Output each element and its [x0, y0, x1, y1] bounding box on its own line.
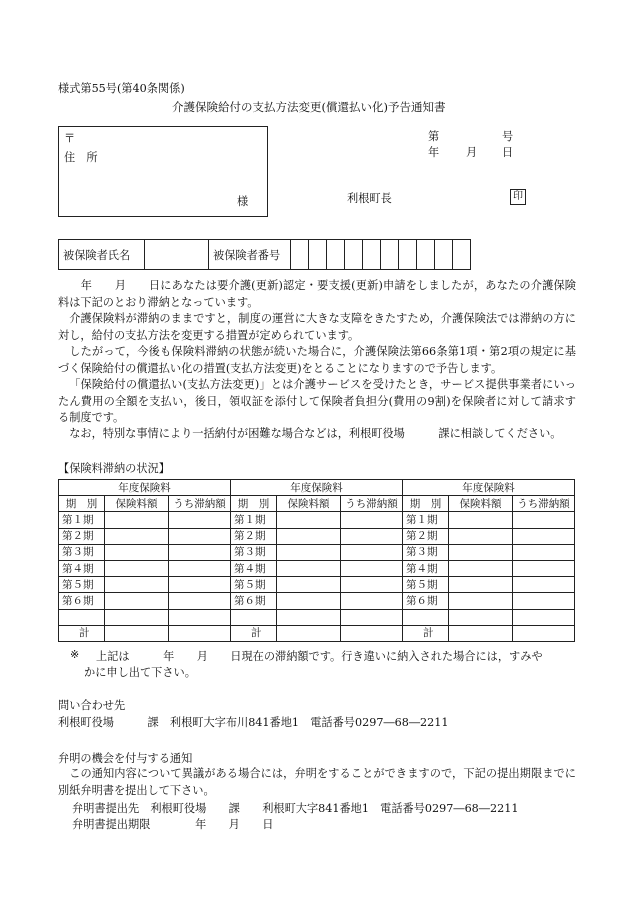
body-paragraph: 年 月 日にあなたは要介護(更新)認定・要支援(更新)申請をしましたが，あなたの介護保険料は下記のとおり滞納となっています。 [58, 279, 576, 309]
amount-cell[interactable] [105, 544, 169, 560]
arrears-header: うち滞納額 [341, 496, 403, 512]
seal-stamp: 印 [510, 189, 526, 205]
amount-header: 保険料額 [277, 496, 341, 512]
address-label: 住 所 [64, 151, 98, 164]
period-label: 第３期 [59, 544, 105, 560]
arrears-cell[interactable] [169, 544, 231, 560]
amount-cell[interactable] [277, 593, 341, 609]
date-month: 月 [466, 146, 478, 159]
amount-cell[interactable] [277, 577, 341, 593]
arrears-table-year-3 [402, 479, 575, 642]
amount-cell[interactable] [277, 609, 341, 625]
period-label-blank [231, 609, 277, 625]
arrears-cell[interactable] [341, 528, 403, 544]
number-digit-cell[interactable] [417, 240, 435, 270]
period-label: 第６期 [403, 593, 449, 609]
hearing-text: この通知内容について異議がある場合には，弁明をすることができますので，下記の提出期限までに別紙弁明書を提出して下さい。 [58, 767, 576, 797]
doc-number-go: 号 [502, 130, 514, 143]
body-paragraph: なお，特別な事情により一括納付が困難な場合などは，利根町役場 課に相談してください。 [69, 427, 562, 440]
arrears-cell[interactable] [513, 593, 575, 609]
number-digit-cell[interactable] [345, 240, 363, 270]
amount-cell[interactable] [277, 528, 341, 544]
period-label: 第２期 [403, 528, 449, 544]
arrears-table-year-2 [230, 479, 403, 642]
hearing-deadline: 弁明書提出期限 年 月 日 [72, 818, 274, 831]
doc-number-dai: 第 [428, 130, 440, 143]
arrears-cell[interactable] [341, 593, 403, 609]
arrears-cell[interactable] [169, 512, 231, 528]
period-label: 第６期 [231, 593, 277, 609]
amount-header: 保険料額 [449, 496, 513, 512]
amount-cell[interactable] [277, 544, 341, 560]
arrears-table-year-1 [58, 479, 231, 642]
amount-cell[interactable] [449, 577, 513, 593]
arrears-cell[interactable] [341, 512, 403, 528]
amount-cell[interactable] [449, 544, 513, 560]
period-label: 第３期 [403, 544, 449, 560]
total-arrears-cell[interactable] [169, 625, 231, 641]
total-amount-cell[interactable] [277, 625, 341, 641]
period-label: 第３期 [231, 544, 277, 560]
period-label: 第２期 [59, 528, 105, 544]
period-label: 第５期 [231, 577, 277, 593]
number-digit-cell[interactable] [435, 240, 453, 270]
total-amount-cell[interactable] [105, 625, 169, 641]
arrears-cell[interactable] [513, 577, 575, 593]
arrears-cell[interactable] [169, 609, 231, 625]
year-premium-header: 年度保険料 [231, 480, 403, 496]
arrears-cell[interactable] [169, 593, 231, 609]
period-label-blank [59, 609, 105, 625]
period-header: 期 別 [403, 496, 449, 512]
arrears-cell[interactable] [341, 544, 403, 560]
arrears-cell[interactable] [341, 609, 403, 625]
note-mark: ※ [70, 648, 80, 661]
hearing-heading: 弁明の機会を付与する通知 [58, 752, 193, 765]
amount-cell[interactable] [105, 593, 169, 609]
total-label: 計 [231, 625, 277, 641]
postal-mark: 〒 [64, 132, 76, 145]
amount-cell[interactable] [449, 609, 513, 625]
contact-line: 利根町役場 課 利根町大字布川841番地1 電話番号0297―68―2211 [58, 716, 449, 729]
amount-cell[interactable] [449, 560, 513, 576]
body-paragraph: 「保険給付の償還払い(支払方法変更)」とは介護サービスを受けたとき，サービス提供事業者にいったん費用の全額を支払い，後日，領収証を添付して保険者負担分(費用の9割)を保険者に対して請求する制度です。 [58, 378, 576, 424]
number-digit-cell[interactable] [399, 240, 417, 270]
arrears-cell[interactable] [513, 544, 575, 560]
page-title: 介護保険給付の支払方法変更(償還払い化)予告通知書 [172, 100, 446, 114]
body-paragraph: したがって，今後も保険料滞納の状態が続いた場合に，介護保険法第66条第1項・第2項の規定に基づく保険給付の償還払い化の措置(支払方法変更)をとることになりますので予告します。 [58, 345, 576, 375]
arrears-cell[interactable] [169, 560, 231, 576]
total-label: 計 [59, 625, 105, 641]
year-premium-header: 年度保険料 [403, 480, 575, 496]
note-line-2: かに申し出て下さい。 [84, 666, 196, 679]
amount-cell[interactable] [105, 512, 169, 528]
number-digit-cell[interactable] [363, 240, 381, 270]
arrears-cell[interactable] [513, 560, 575, 576]
number-digit-cell[interactable] [381, 240, 399, 270]
number-digit-cell[interactable] [291, 240, 309, 270]
amount-cell[interactable] [449, 528, 513, 544]
contact-heading: 問い合わせ先 [58, 699, 126, 712]
insured-name-label: 被保険者氏名 [59, 240, 145, 270]
number-digit-cell[interactable] [327, 240, 345, 270]
arrears-header: うち滞納額 [513, 496, 575, 512]
period-label: 第６期 [59, 593, 105, 609]
arrears-cell[interactable] [513, 609, 575, 625]
period-label: 第５期 [59, 577, 105, 593]
period-label-blank [403, 609, 449, 625]
insured-name-cell[interactable] [145, 240, 209, 270]
arrears-cell[interactable] [513, 512, 575, 528]
amount-cell[interactable] [105, 560, 169, 576]
amount-cell[interactable] [277, 560, 341, 576]
amount-cell[interactable] [449, 512, 513, 528]
form-number: 様式第55号(第40条関係) [58, 82, 185, 95]
number-digit-cell[interactable] [309, 240, 327, 270]
arrears-cell[interactable] [169, 528, 231, 544]
date-year: 年 [428, 146, 440, 159]
amount-cell[interactable] [105, 528, 169, 544]
hearing-submit-to: 弁明書提出先 利根町役場 課 利根町大字841番地1 電話番号0297―68―2211 [72, 802, 519, 815]
period-label: 第２期 [231, 528, 277, 544]
honorific-sama: 様 [237, 195, 249, 208]
body-paragraph: 介護保険料が滞納のままですと，制度の運営に大きな支障をきたすため，介護保険法では滞納の方に対し，給付の支払方法を変更する措置が定められています。 [58, 312, 576, 342]
arrears-header: うち滞納額 [169, 496, 231, 512]
period-label: 第４期 [59, 560, 105, 576]
total-arrears-cell[interactable] [341, 625, 403, 641]
period-header: 期 別 [231, 496, 277, 512]
date-day: 日 [502, 146, 514, 159]
number-digit-cell[interactable] [453, 240, 471, 270]
amount-cell[interactable] [277, 512, 341, 528]
period-label: 第１期 [403, 512, 449, 528]
section-heading: 【保険料滞納の状況】 [58, 462, 170, 475]
period-label: 第５期 [403, 577, 449, 593]
period-label: 第４期 [403, 560, 449, 576]
arrears-cell[interactable] [169, 577, 231, 593]
arrears-cell[interactable] [341, 577, 403, 593]
insured-table [58, 239, 471, 270]
amount-header: 保険料額 [105, 496, 169, 512]
period-label: 第１期 [231, 512, 277, 528]
period-label: 第１期 [59, 512, 105, 528]
note-line-1: 上記は 年 月 日現在の滞納額です。行き違いに納入された場合には，すみや [96, 650, 543, 663]
issuer-name: 利根町長 [347, 192, 392, 205]
address-box [58, 126, 268, 217]
total-arrears-cell[interactable] [513, 625, 575, 641]
arrears-cell[interactable] [513, 528, 575, 544]
year-premium-header: 年度保険料 [59, 480, 231, 496]
total-label: 計 [403, 625, 449, 641]
period-label: 第４期 [231, 560, 277, 576]
total-amount-cell[interactable] [449, 625, 513, 641]
insured-number-label: 被保険者番号 [209, 240, 291, 270]
amount-cell[interactable] [105, 609, 169, 625]
arrears-cell[interactable] [341, 560, 403, 576]
amount-cell[interactable] [105, 577, 169, 593]
period-header: 期 別 [59, 496, 105, 512]
amount-cell[interactable] [449, 593, 513, 609]
